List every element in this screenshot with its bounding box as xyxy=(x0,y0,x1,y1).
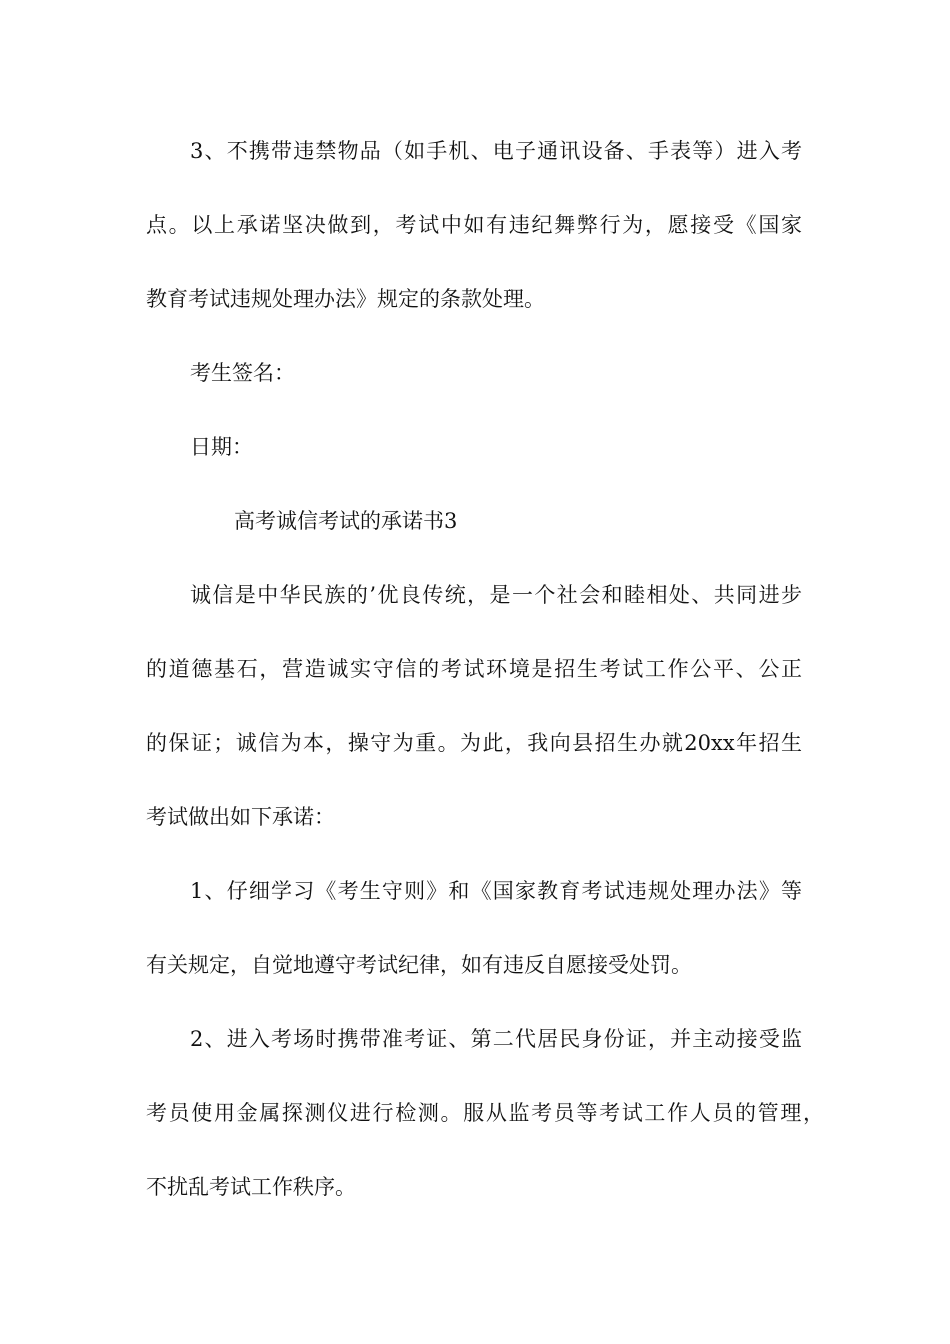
section-title: 高考诚信考试的承诺书3 xyxy=(234,509,458,533)
list-item-2-line: 不扰乱考试工作秩序。 xyxy=(146,1175,356,1199)
paragraph-line: 点。以上承诺坚决做到，考试中如有违纪舞弊行为，愿接受《国家 xyxy=(146,213,802,237)
date-label: 日期： xyxy=(190,435,253,459)
list-item-1-line: 1、仔细学习《考生守则》和《国家教育考试违规处理办法》等 xyxy=(190,879,802,903)
list-item-1-line: 有关规定，自觉地遵守考试纪律，如有违反自愿接受处罚。 xyxy=(146,953,692,977)
paragraph-line: 诚信是中华民族的’优良传统，是一个社会和睦相处、共同进步 xyxy=(190,583,802,607)
list-item-2-line: 考员使用金属探测仪进行检测。服从监考员等考试工作人员的管理， xyxy=(146,1101,824,1125)
paragraph-line: 的道德基石，营造诚实守信的考试环境是招生考试工作公平、公正 xyxy=(146,657,802,681)
list-item-2-line: 2、进入考场时携带准考证、第二代居民身份证，并主动接受监 xyxy=(190,1027,802,1051)
signature-label: 考生签名： xyxy=(190,361,295,385)
paragraph-line: 教育考试违规处理办法》规定的条款处理。 xyxy=(146,287,545,311)
paragraph-line: 的保证；诚信为本，操守为重。为此，我向县招生办就20xx年招生 xyxy=(146,731,802,755)
paragraph-line: 3、不携带违禁物品（如手机、电子通讯设备、手表等）进入考 xyxy=(190,139,802,163)
paragraph-line: 考试做出如下承诺： xyxy=(146,805,335,829)
